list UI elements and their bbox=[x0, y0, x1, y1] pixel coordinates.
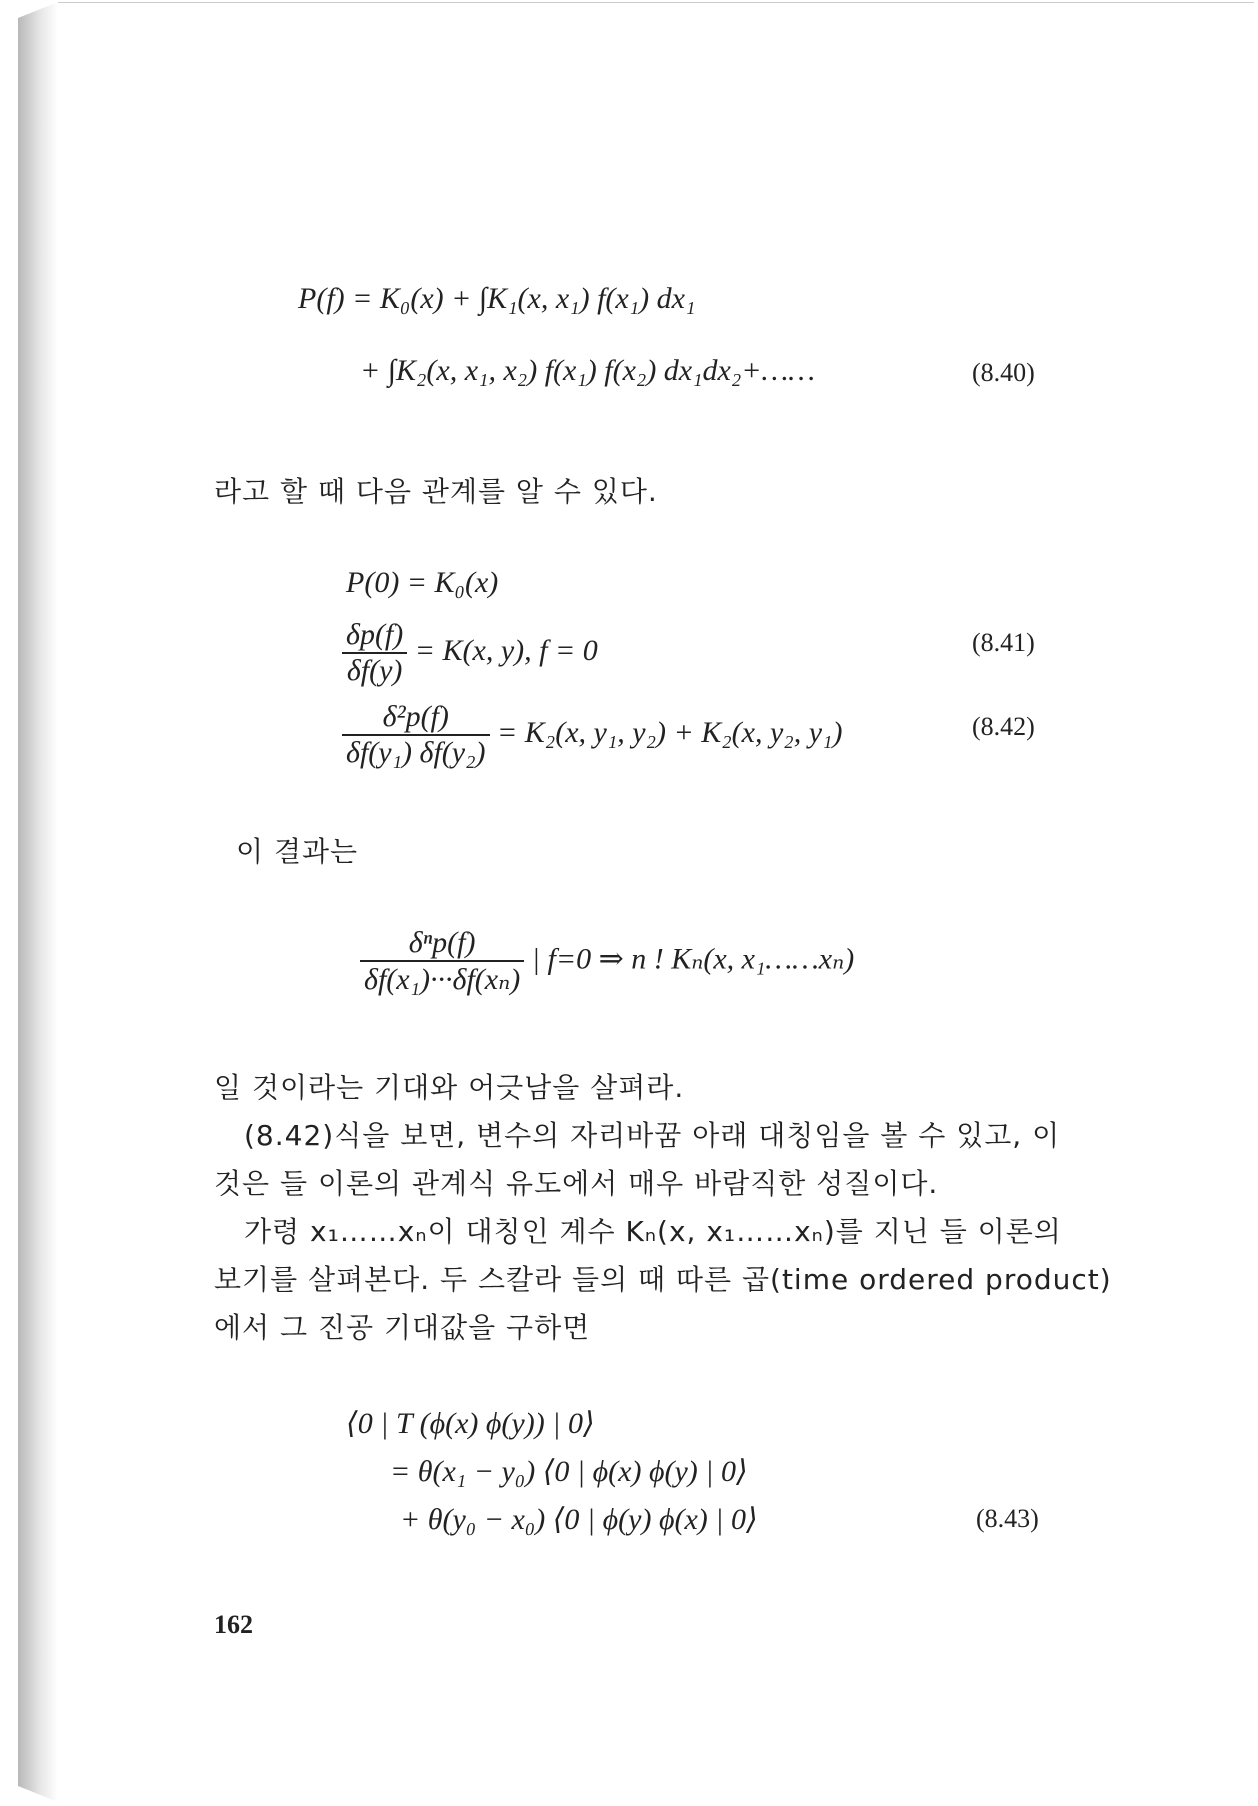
eq-nth-denominator: δf(x₁)···δf(xₙ) bbox=[360, 960, 524, 997]
eq-8-41-denominator: δf(y) bbox=[342, 652, 407, 688]
eq-8-40-number: (8.40) bbox=[972, 358, 1035, 387]
eq-8-41-fraction bbox=[342, 618, 407, 688]
para-line-2: (8.42)식을 보면, 변수의 자리바꿈 아래 대칭임을 볼 수 있고, 이 bbox=[244, 1119, 1061, 1152]
para-line-6: 에서 그 진공 기대값을 구하면 bbox=[214, 1311, 591, 1344]
eq-8-43-number: (8.43) bbox=[976, 1504, 1039, 1533]
eq-8-41-pre: P(0) = K₀(x) bbox=[346, 566, 499, 599]
eq-8-42-rhs: = K₂(x, y₁, y₂) + K₂(x, y₂, y₁) bbox=[497, 715, 843, 749]
page-number: 162 bbox=[214, 1610, 253, 1639]
eq-8-41-numerator: δp(f) bbox=[346, 618, 404, 651]
eq-nth-derivative bbox=[360, 926, 854, 997]
eq-8-42-number: (8.42) bbox=[972, 712, 1035, 741]
eq-8-41 bbox=[342, 618, 598, 688]
text-relation-intro: 라고 할 때 다음 관계를 알 수 있다. bbox=[214, 475, 658, 508]
eq-8-41-rhs: = K(x, y), f = 0 bbox=[414, 633, 598, 667]
eq-8-41-number: (8.41) bbox=[972, 628, 1035, 657]
eq-nth-rhs: | f=0 ⇒ n ! Kₙ(x, x₁……xₙ) bbox=[531, 942, 855, 976]
eq-8-42 bbox=[342, 700, 842, 770]
eq-8-43-line3: + θ(y₀ − x₀) ⟨0 | ϕ(y) ϕ(x) | 0⟩ bbox=[400, 1503, 758, 1536]
para-line-4: 가령 x₁……xₙ이 대칭인 계수 Kₙ(x, x₁……xₙ)를 지닌 들 이론의 bbox=[244, 1215, 1062, 1248]
para-line-1: 일 것이라는 기대와 어긋남을 살펴라. bbox=[214, 1071, 685, 1104]
eq-8-40-line1: P(f) = K₀(x) + ∫K₁(x, x₁) f(x₁) dx₁ bbox=[298, 282, 696, 315]
eq-8-43-line2: = θ(x₁ − y₀) ⟨0 | ϕ(x) ϕ(y) | 0⟩ bbox=[390, 1455, 748, 1488]
eq-nth-numerator: δⁿp(f) bbox=[408, 926, 476, 959]
eq-nth-fraction bbox=[360, 926, 524, 997]
text-result-intro: 이 결과는 bbox=[236, 835, 359, 868]
para-line-5: 보기를 살펴본다. 두 스칼라 들의 때 따른 곱(time ordered product) bbox=[214, 1263, 1112, 1296]
eq-8-42-denominator: δf(y₁) δf(y₂) bbox=[342, 734, 490, 770]
eq-8-43-line1: ⟨0 | T (ϕ(x) ϕ(y)) | 0⟩ bbox=[346, 1407, 595, 1440]
eq-8-40-line2: + ∫K₂(x, x₁, x₂) f(x₁) f(x₂) dx₁dx₂+…… bbox=[360, 354, 815, 387]
para-line-3: 것은 들 이론의 관계식 유도에서 매우 바람직한 성질이다. bbox=[214, 1167, 939, 1200]
book-page-edge bbox=[18, 2, 58, 1802]
eq-8-42-fraction bbox=[342, 700, 490, 770]
eq-8-42-numerator: δ²p(f) bbox=[382, 700, 449, 733]
